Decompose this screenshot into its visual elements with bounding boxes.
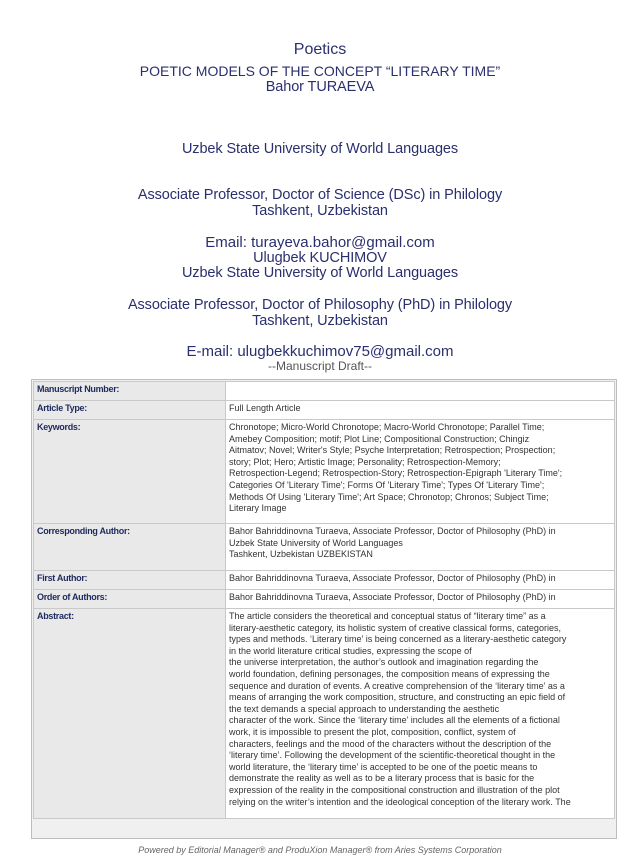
powered-by-footer: Powered by Editorial Manager® and ProduXion Manager® from Aries Systems Corporation (138, 845, 502, 855)
value-line: relying on the writer’s intention and the ideological conception of the literary work. The (229, 796, 571, 807)
value-line: Bahor Bahriddinovna Turaeva, Associate Professor, Doctor of Philosophy (PhD) in (229, 573, 556, 583)
value-line: world foundation, defining personages, the composition means of expressing the (229, 668, 550, 679)
row-label: First Author: (34, 571, 226, 590)
author1-city: Tashkent, Uzbekistan (252, 203, 388, 219)
row-keywords (34, 420, 615, 524)
value-line: literary-aesthetic category, its holistic system of creative classical forms, categories, (229, 622, 561, 633)
row-corresponding-author (34, 524, 615, 571)
row-value (226, 609, 615, 819)
row-abstract (34, 609, 615, 819)
value-line: Bahor Bahriddinovna Turaeva, Associate Professor, Doctor of Philosophy (PhD) in (229, 526, 556, 536)
row-label: Abstract: (34, 609, 226, 819)
value-line: Amebey Composition; motif; Plot Line; Compositional Construction; Chingiz (229, 433, 530, 444)
value-line: Aitmatov; Novel; Writer's Style; Psyche Interpretation; Retrospection; Prospection; (229, 445, 556, 456)
value-line: The article considers the theoretical and conceptual status of “literary time” as a (229, 611, 546, 621)
value-line: characters, feelings and the mood of the characters without the description of the (229, 738, 552, 749)
value-line: character of the work. Since the ‘literary time’ includes all the elements of a fictional (229, 715, 560, 726)
value-line: ‘literary time’. Following the development of the scientific-theoretical thought in the (229, 750, 556, 761)
row-article-type (34, 401, 615, 420)
manuscript-info-table (33, 381, 615, 819)
row-value (226, 524, 615, 571)
author2-university: Uzbek State University of World Languages (181, 265, 459, 281)
value-line: in the world literature critical studies, expressing the scope of (229, 645, 472, 656)
value-line: means of arranging the work composition, structure, and constructing an epic field of (229, 692, 566, 703)
author1-name: Bahor TURAEVA (265, 79, 375, 95)
journal-name: Poetics (293, 41, 347, 58)
author2-city: Tashkent, Uzbekistan (252, 313, 388, 329)
author1-university: Uzbek State University of World Languages (181, 141, 459, 157)
row-label: Corresponding Author: (34, 524, 226, 571)
value-line: expression of the reality in the compositional construction and illustration of the plot (229, 784, 560, 795)
row-value (226, 382, 615, 401)
row-label: Keywords: (34, 420, 226, 524)
value-line: Chronotope; Micro-World Chronotope; Macro-World Chronotope; Parallel Time; (229, 422, 545, 432)
author2-position: Associate Professor, Doctor of Philosophy (PhD) in Philology (127, 297, 513, 313)
value-line: demonstrate the reality as well as to be a literary process that is basic for the (229, 773, 535, 784)
manuscript-draft-label: --Manuscript Draft-- (267, 359, 372, 373)
value-line: the universe interpretation, the author’s outlook and imagination regarding the (229, 657, 539, 668)
value-line: Methods Of Using 'Literary Time'; Art Space; Chronotop; Chronos; Subject Time; (229, 491, 549, 502)
row-value (226, 420, 615, 524)
author1-email: Email: turayeva.bahor@gmail.com (205, 234, 435, 251)
value-line: world literature, the ‘literary time’ is accepted to be one of the poetic means to (229, 761, 538, 772)
article-title: POETIC MODELS OF THE CONCEPT “LITERARY TIME” (139, 63, 501, 79)
value-line: Literary Image (229, 503, 287, 514)
value-line: Retrospection-Legend; Retrospection-Story; Retrospection-Epigraph 'Literary Time'; (229, 468, 563, 479)
value-line: Full Length Article (229, 403, 301, 413)
value-line: Bahor Bahriddinovna Turaeva, Associate Professor, Doctor of Philosophy (PhD) in (229, 592, 556, 602)
author2-email: E-mail: ulugbekkuchimov75@gmail.com (186, 343, 454, 360)
row-value (226, 571, 615, 590)
author1-position: Associate Professor, Doctor of Science (DSc) in Philology (137, 187, 503, 203)
row-manuscript-number (34, 382, 615, 401)
value-line: sequence and duration of events. A creative comprehension of the ‘literary time’ as a (229, 680, 565, 691)
row-label: Article Type: (34, 401, 226, 420)
row-first-author (34, 571, 615, 590)
value-line: Categories Of 'Literary Time'; Forms Of 'Literary Time'; Types Of 'Literary Time'; (229, 479, 545, 490)
value-line: work, it is impossible to present the plot, composition, conflict, system of (229, 726, 516, 737)
value-line: the text demands a special approach to understanding the aesthetic (229, 703, 500, 714)
row-value (226, 401, 615, 420)
value-line: story; Plot; Hero; Artistic Image; Personality; Retrospection-Memory; (229, 456, 501, 467)
row-label: Order of Authors: (34, 590, 226, 609)
value-line: Tashkent, Uzbekistan UZBEKISTAN (229, 549, 373, 560)
value-line: types and methods. ‘Literary time’ is being concerned as a literary-aesthetic category (229, 634, 567, 645)
row-value (226, 590, 615, 609)
row-label: Manuscript Number: (34, 382, 226, 401)
row-order-of-authors (34, 590, 615, 609)
author2-name: Ulugbek KUCHIMOV (253, 250, 387, 266)
value-line: Uzbek State University of World Languages (229, 537, 403, 548)
